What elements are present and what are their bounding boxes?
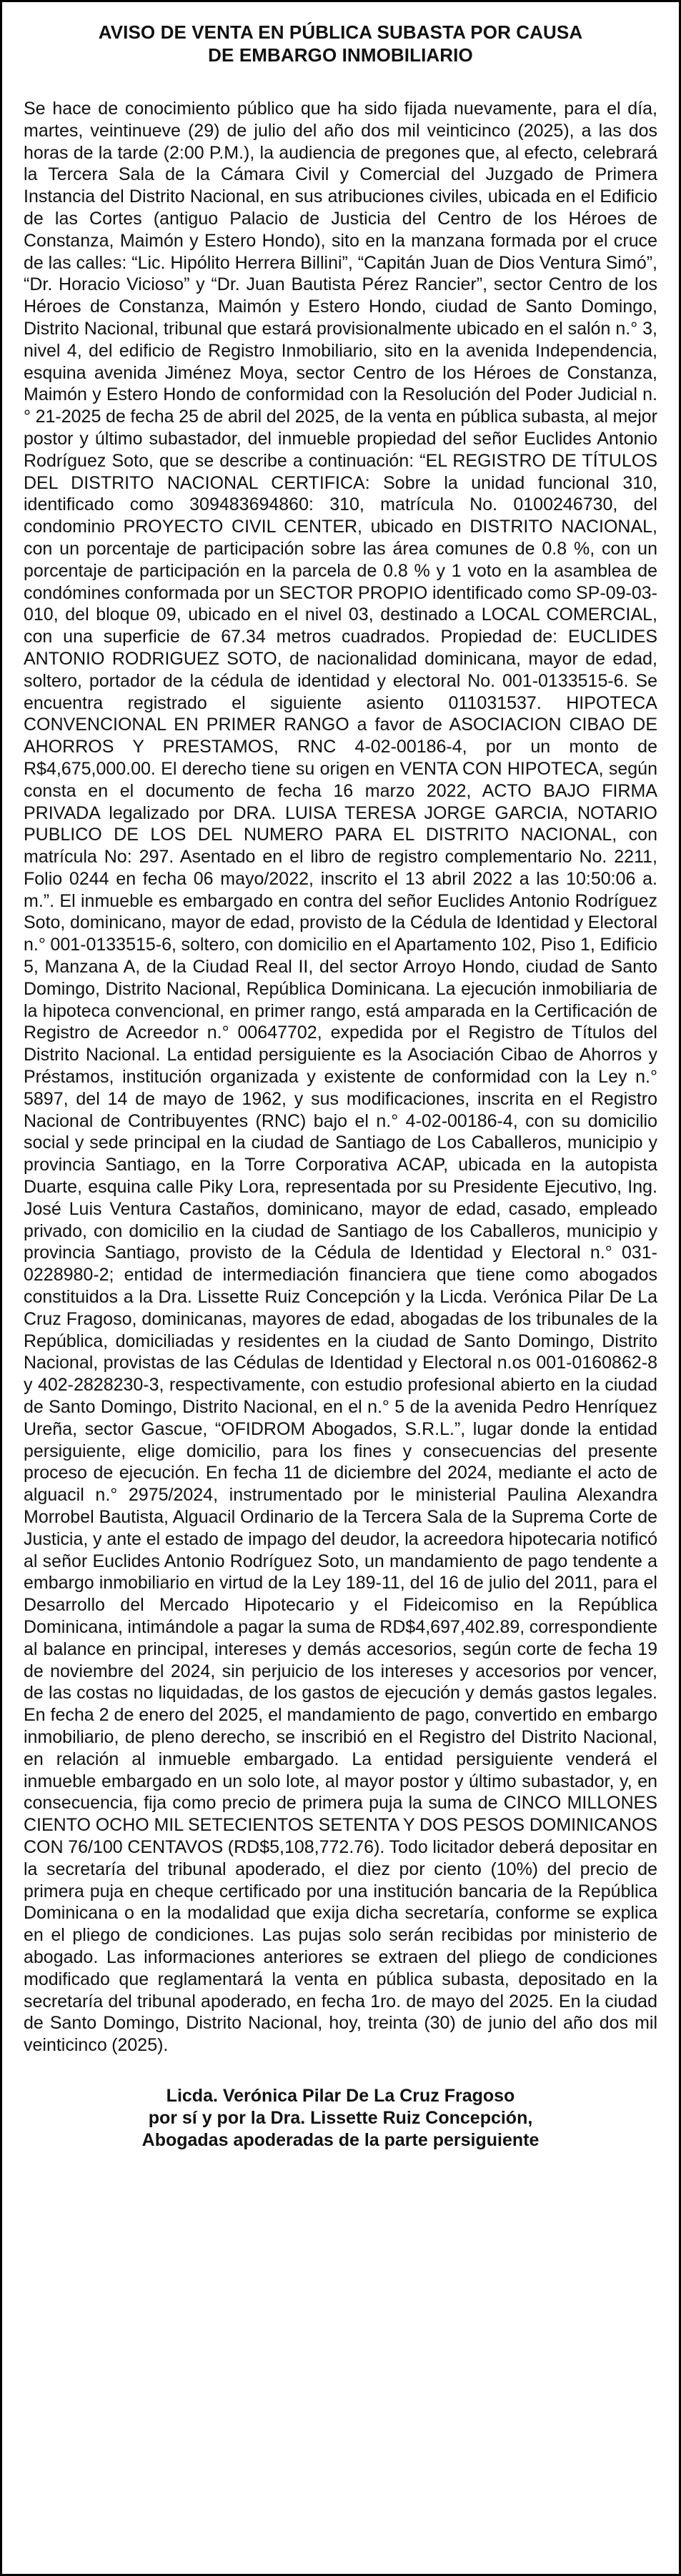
notice-title bbox=[24, 21, 657, 66]
notice-body: Se hace de conocimiento público que ha sido fijada nuevamente, para el día, martes, veintinueve (29) de julio del año dos mil veinticinco (2025), a las dos horas de la tarde (2:00 P.M.), la audiencia de pregones que, al efecto, celebrará la Tercera Sala de la Cámara Civil y Comercial del Juzgado de Primera Instancia del Distrito Nacional, en sus atribuciones civiles, ubicada en el Edificio de las Cortes (antiguo Palacio de Justicia del Centro de los Héroes de Constanza, Maimón y Estero Hondo), sito en la manzana formada por el cruce de las calles: “Lic. Hipólito Herrera Billini”, “Capitán Juan de Dios Ventura Simó”, “Dr. Horacio Vicioso” y “Dr. Juan Bautista Pérez Rancier”, sector Centro de los Héroes de Constanza, Maimón y Estero Hondo, ciudad de Santo Domingo, Distrito Nacional, tribunal que estará provisionalmente ubicado en el salón n.° 3, nivel 4, del edificio de Registro Inmobiliario, sito en la avenida Independencia, esquina avenida Jiménez Moya, sector Centro de los Héroes de Constanza, Maimón y Estero Hondo de conformidad con la Resolución del Poder Judicial n.° 21-2025 de fecha 25 de abril del 2025, de la venta en pública subasta, al mejor postor y último subastador, del inmueble propiedad del señor Euclides Antonio Rodríguez Soto, que se describe a continuación: “EL REGISTRO DE TÍTULOS DEL DISTRITO NACIONAL CERTIFICA: Sobre la unidad funcional 310, identificado como 309483694860: 310, matrícula No. 0100246730, del condominio PROYECTO CIVIL CENTER, ubicado en DISTRITO NACIONAL, con un porcentaje de participación sobre las área comunes de 0.8 %, con un porcentaje de participación en la parcela de 0.8 % y 1 voto en la asamblea de condómines conformada por un SECTOR PROPIO identificado como SP-09-03-010, del bloque 09, ubicado en el nivel 03, destinado a LOCAL COMERCIAL, con una superficie de 67.34 metros cuadrados. Propiedad de: EUCLIDES ANTONIO RODRIGUEZ SOTO, de nacionalidad dominicana, mayor de edad, soltero, portador de la cédula de identidad y electoral No. 001-0133515-6. Se encuentra registrado el siguiente asiento 011031537. HIPOTECA CONVENCIONAL EN PRIMER RANGO a favor de ASOCIACION CIBAO DE AHORROS Y PRESTAMOS, RNC 4-02-00186-4, por un monto de R$4,675,000.00. El derecho tiene su origen en VENTA CON HIPOTECA, según consta en el documento de fecha 16 marzo 2022, ACTO BAJO FIRMA PRIVADA legalizado por DRA. LUISA TERESA JORGE GARCIA, NOTARIO PUBLICO DE LOS DEL NUMERO PARA EL DISTRITO NACIONAL, con matrícula No: 297. Asentado en el libro de registro complementario No. 2211, Folio 0244 en fecha 06 mayo/2022, inscrito el 13 abril 2022 a las 10:50:06 a. m.”. El inmueble es embargado en contra del señor Euclides Antonio Rodríguez Soto, dominicano, mayor de edad, provisto de la Cédula de Identidad y Electoral n.° 001-0133515-6, soltero, con domicilio en el Apartamento 102, Piso 1, Edificio 5, Manzana A, de la Ciudad Real II, del sector Arroyo Hondo, ciudad de Santo Domingo, Distrito Nacional, República Dominicana. La ejecución inmobiliaria de la hipoteca convencional, en primer rango, está amparada en la Certificación de Registro de Acreedor n.° 00647702, expedida por el Registro de Títulos del Distrito Nacional. La entidad persiguiente es la Asociación Cibao de Ahorros y Préstamos, institución organizada y existente de conformidad con la Ley n.° 5897, del 14 de mayo de 1962, y sus modificaciones, inscrita en el Registro Nacional de Contribuyentes (RNC) bajo el n.° 4-02-00186-4, con su domicilio social y sede principal en la ciudad de Santiago de Los Caballeros, municipio y provincia Santiago, en la Torre Corporativa ACAP, ubicada en la autopista Duarte, esquina calle Piky Lora, representada por su Presidente Ejecutivo, Ing. José Luis Ventura Castaños, dominicano, mayor de edad, casado, empleado privado, con domicilio en la ciudad de Santiago de los Caballeros, municipio y provincia Santiago, provisto de la Cédula de Identidad y Electoral n.° 031-0228980-2; entidad de intermediación financiera que tiene como abogados constituidos a la Dra. Lissette Ruiz Concepción y la Licda. Verónica Pilar De La Cruz Fragoso, dominicanas, mayores de edad, abogadas de los tribunales de la República, domiciliadas y residentes en la ciudad de Santo Domingo, Distrito Nacional, provistas de las Cédulas de Identidad y Electoral n.os 001-0160862-8 y 402-2828230-3, respectivamente, con estudio profesional abierto en la ciudad de Santo Domingo, Distrito Nacional, en el n.° 5 de la avenida Pedro Henríquez Ureña, sector Gascue, “OFIDROM Abogados, S.R.L.”, lugar donde la entidad persiguiente, elige domicilio, para los fines y consecuencias del presente proceso de ejecución. En fecha 11 de diciembre del 2024, mediante el acto de alguacil n.° 2975/2024, instrumentado por le ministerial Paulina Alexandra Morrobel Bautista, Alguacil Ordinario de la Tercera Sala de la Suprema Corte de Justicia, y ante el estado de impago del deudor, la acreedora hipotecaria notificó al señor Euclides Antonio Rodríguez Soto, un mandamiento de pago tendente a embargo inmobiliario en virtud de la Ley 189-11, del 16 de julio del 2011, para el Desarrollo del Mercado Hipotecario y el Fideicomiso en la República Dominicana, intimándole a pagar la suma de RD$4,697,402.89, correspondiente al balance en principal, intereses y demás accesorios, según corte de fecha 19 de noviembre del 2024, sin perjuicio de los intereses y accesorios por vencer, de las costas no liquidadas, de los gastos de ejecución y demás gastos legales. En fecha 2 de enero del 2025, el mandamiento de pago, convertido en embargo inmobiliario, de pleno derecho, se inscribió en el Registro del Distrito Nacional, en relación al inmueble embargado. La entidad persiguiente venderá el inmueble embargado en un solo lote, al mayor postor y último subastador, y, en consecuencia, fija como precio de primera puja la suma de CINCO MILLONES CIENTO OCHO MIL SETECIENTOS SETENTA Y DOS PESOS DOMINICANOS CON 76/100 CENTAVOS (RD$5,108,772.76). Todo licitador deberá depositar en la secretaría del tribunal apoderado, el diez por ciento (10%) del precio de primera puja en cheque certificado por una institución bancaria de la República Dominicana o en la modalidad que exija dicha secretaría, conforme se explica en el pliego de condiciones. Las pujas solo serán recibidas por ministerio de abogado. Las informaciones anteriores se extraen del pliego de condiciones modificado que reglamentará la venta en pública subasta, depositado en la secretaría del tribunal apoderado, en fecha 1ro. de mayo del 2025. En la ciudad de Santo Domingo, Distrito Nacional, hoy, treinta (30) de junio del año dos mil veinticinco (2025). bbox=[24, 99, 657, 2056]
signature-name: Licda. Verónica Pilar De La Cruz Fragoso bbox=[166, 2085, 515, 2106]
signature-on-behalf: por sí y por la Dra. Lissette Ruiz Concepción, bbox=[148, 2107, 533, 2128]
signature-block bbox=[24, 2085, 657, 2152]
notice-title-line-1: AVISO DE VENTA EN PÚBLICA SUBASTA POR CAUSA bbox=[98, 21, 583, 43]
notice-title-line-2: DE EMBARGO INMOBILIARIO bbox=[208, 44, 473, 66]
signature-role: Abogadas apoderadas de la parte persiguiente bbox=[141, 2129, 540, 2150]
